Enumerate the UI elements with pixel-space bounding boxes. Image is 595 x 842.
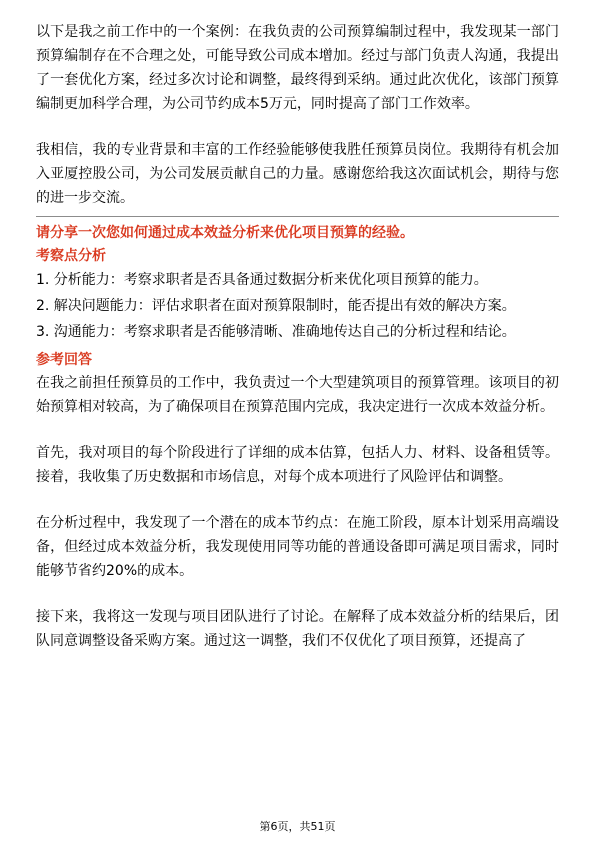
point-item: 1. 分析能力：考察求职者是否具备通过数据分析来优化项目预算的能力。 <box>36 272 488 288</box>
question-title: 请分享一次您如何通过成本效益分析来优化项目预算的经验。 <box>36 225 414 241</box>
spacer <box>36 489 559 511</box>
page-number: 第6页，共51页 <box>259 820 336 833</box>
spacer <box>36 419 559 441</box>
answer-paragraph: 在我之前担任预算员的工作中，我负责过一个大型建筑项目的预算管理。该项目的初始预算相对较高，为了确保项目在预算范围内完成，我决定进行一次成本效益分析。 <box>36 375 559 415</box>
point-item: 2. 解决问题能力：评估求职者在面对预算限制时，能否提出有效的解决方案。 <box>36 298 516 314</box>
spacer <box>36 583 559 605</box>
page-content <box>36 20 559 653</box>
answer-heading: 参考回答 <box>36 352 92 368</box>
section-divider <box>36 216 559 217</box>
intro-paragraph-1: 以下是我之前工作中的一个案例：在我负责的公司预算编制过程中，我发现某一部门预算编制存在不合理之处，可能导致公司成本增加。经过与部门负责人沟通，我提出了一套优化方案，经过多次讨论和调整，最终得到采纳。通过此次优化，该部门预算编制更加科学合理，为公司节约成本5万元，同时提高了部门工作效率。 <box>36 24 559 112</box>
points-heading: 考察点分析 <box>36 248 106 264</box>
point-item: 3. 沟通能力：考察求职者是否能够清晰、准确地传达自己的分析过程和结论。 <box>36 324 516 340</box>
answer-paragraph: 首先，我对项目的每个阶段进行了详细的成本估算，包括人力、材料、设备租赁等。接着，我收集了历史数据和市场信息，对每个成本项进行了风险评估和调整。 <box>36 445 559 485</box>
answer-paragraph: 在分析过程中，我发现了一个潜在的成本节约点：在施工阶段，原本计划采用高端设备，但经过成本效益分析，我发现使用同等功能的普通设备即可满足项目需求，同时能够节省约20%的成本。 <box>36 515 559 579</box>
intro-paragraph-2: 我相信，我的专业背景和丰富的工作经验能够使我胜任预算员岗位。我期待有机会加入亚厦控股公司，为公司发展贡献自己的力量。感谢您给我这次面试机会，期待与您的进一步交流。 <box>36 142 559 206</box>
answer-paragraph: 接下来，我将这一发现与项目团队进行了讨论。在解释了成本效益分析的结果后，团队同意调整设备采购方案。通过这一调整，我们不仅优化了项目预算，还提高了 <box>36 609 559 649</box>
spacer <box>36 116 559 138</box>
